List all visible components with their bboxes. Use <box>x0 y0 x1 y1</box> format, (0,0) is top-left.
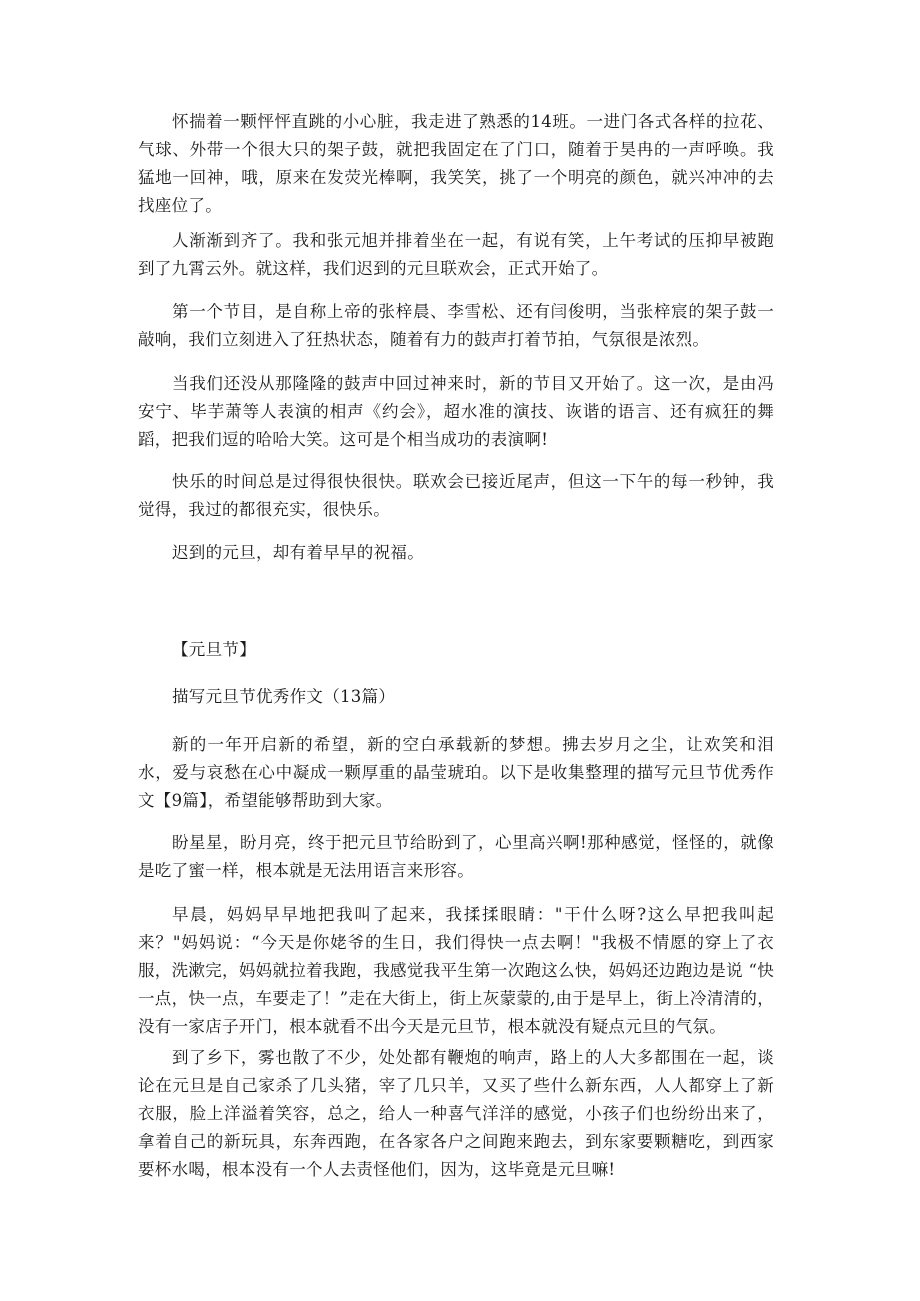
paragraph-6: 迟到的元旦，却有着早早的祝福。 <box>172 543 424 562</box>
paragraph-1: 怀揣着一颗怦怦直跳的小心脏，我走进了熟悉的14班。一进门各式各样的拉花、气球、外带一个很大只的架子鼓，就把我固定在了门口，随着于昊冉的一声呼唤。我猛地一回神，哦，原来在发荧光棒啊，我笑笑，挑了一个明亮的颜色，就兴冲冲的去找座位了。 <box>138 112 774 215</box>
paragraph-3: 第一个节目，是自称上帝的张梓晨、李雪松、还有闫俊明，当张梓宸的架子鼓一敲响，我们立刻进入了狂热状态，随着有力的鼓声打着节拍，气氛很是浓烈。 <box>138 302 774 349</box>
section-title: 描写元旦节优秀作文（13篇） <box>172 687 396 706</box>
section-tag: 【元旦节】 <box>172 640 256 659</box>
paragraph-10: 到了乡下，雾也散了不少，处处都有鞭炮的响声，路上的人大多都围在一起，谈论在元旦是自己家杀了几头猪，宰了几只羊，又买了些什么新东西，人人都穿上了新衣服，脸上洋溢着笑容，总之，给人一种喜气洋洋的感觉，小孩子们也纷纷出来了，拿着自己的新玩具，东奔西跑，在各家各户之间跑来跑去，到东家要颗糖吃，到西家要杯水喝，根本没有一个人去责怪他们，因为，这毕竟是元旦嘛! <box>138 1048 774 1179</box>
paragraph-2: 人渐渐到齐了。我和张元旭并排着坐在一起，有说有笑，上午考试的压抑早被跑到了九霄云外。就这样，我们迟到的元旦联欢会，正式开始了。 <box>138 231 774 278</box>
paragraph-4: 当我们还没从那隆隆的鼓声中回过神来时，新的节目又开始了。这一次，是由冯安宁、毕芋萧等人表演的相声《约会》，超水准的演技、诙谐的语言、还有疯狂的舞蹈，把我们逗的哈哈大笑。这可是个相当成功的表演啊! <box>138 374 774 449</box>
paragraph-7: 新的一年开启新的希望，新的空白承载新的梦想。拂去岁月之尘，让欢笑和泪水，爱与哀愁在心中凝成一颗厚重的晶莹琥珀。以下是收集整理的描写元旦节优秀作文【9篇】，希望能够帮助到大家。 <box>138 735 774 810</box>
paragraph-5: 快乐的时间总是过得很快很快。联欢会已接近尾声，但这一下午的每一秒钟，我觉得，我过的都很充实，很快乐。 <box>138 472 774 519</box>
paragraph-9: 早晨，妈妈早早地把我叫了起来，我揉揉眼睛："干什么呀?这么早把我叫起来？"妈妈说：“今天是你姥爷的生日，我们得快一点去啊！"我极不情愿的穿上了衣服，洗漱完，妈妈就拉着我跑，我感觉我平生第一次跑这么快，妈妈还边跑边是说 “快一点，快一点，车要走了！”走在大街上，街上灰蒙蒙的,由于是早上，街上冷清清的，没有一家店子开门，根本就看不出今天是元旦节，根本就没有疑点元旦的气氛。 <box>138 905 774 1036</box>
paragraph-8: 盼星星，盼月亮，终于把元旦节给盼到了，心里高兴啊!那种感觉，怪怪的，就像是吃了蜜一样，根本就是无法用语言来形容。 <box>138 833 774 880</box>
